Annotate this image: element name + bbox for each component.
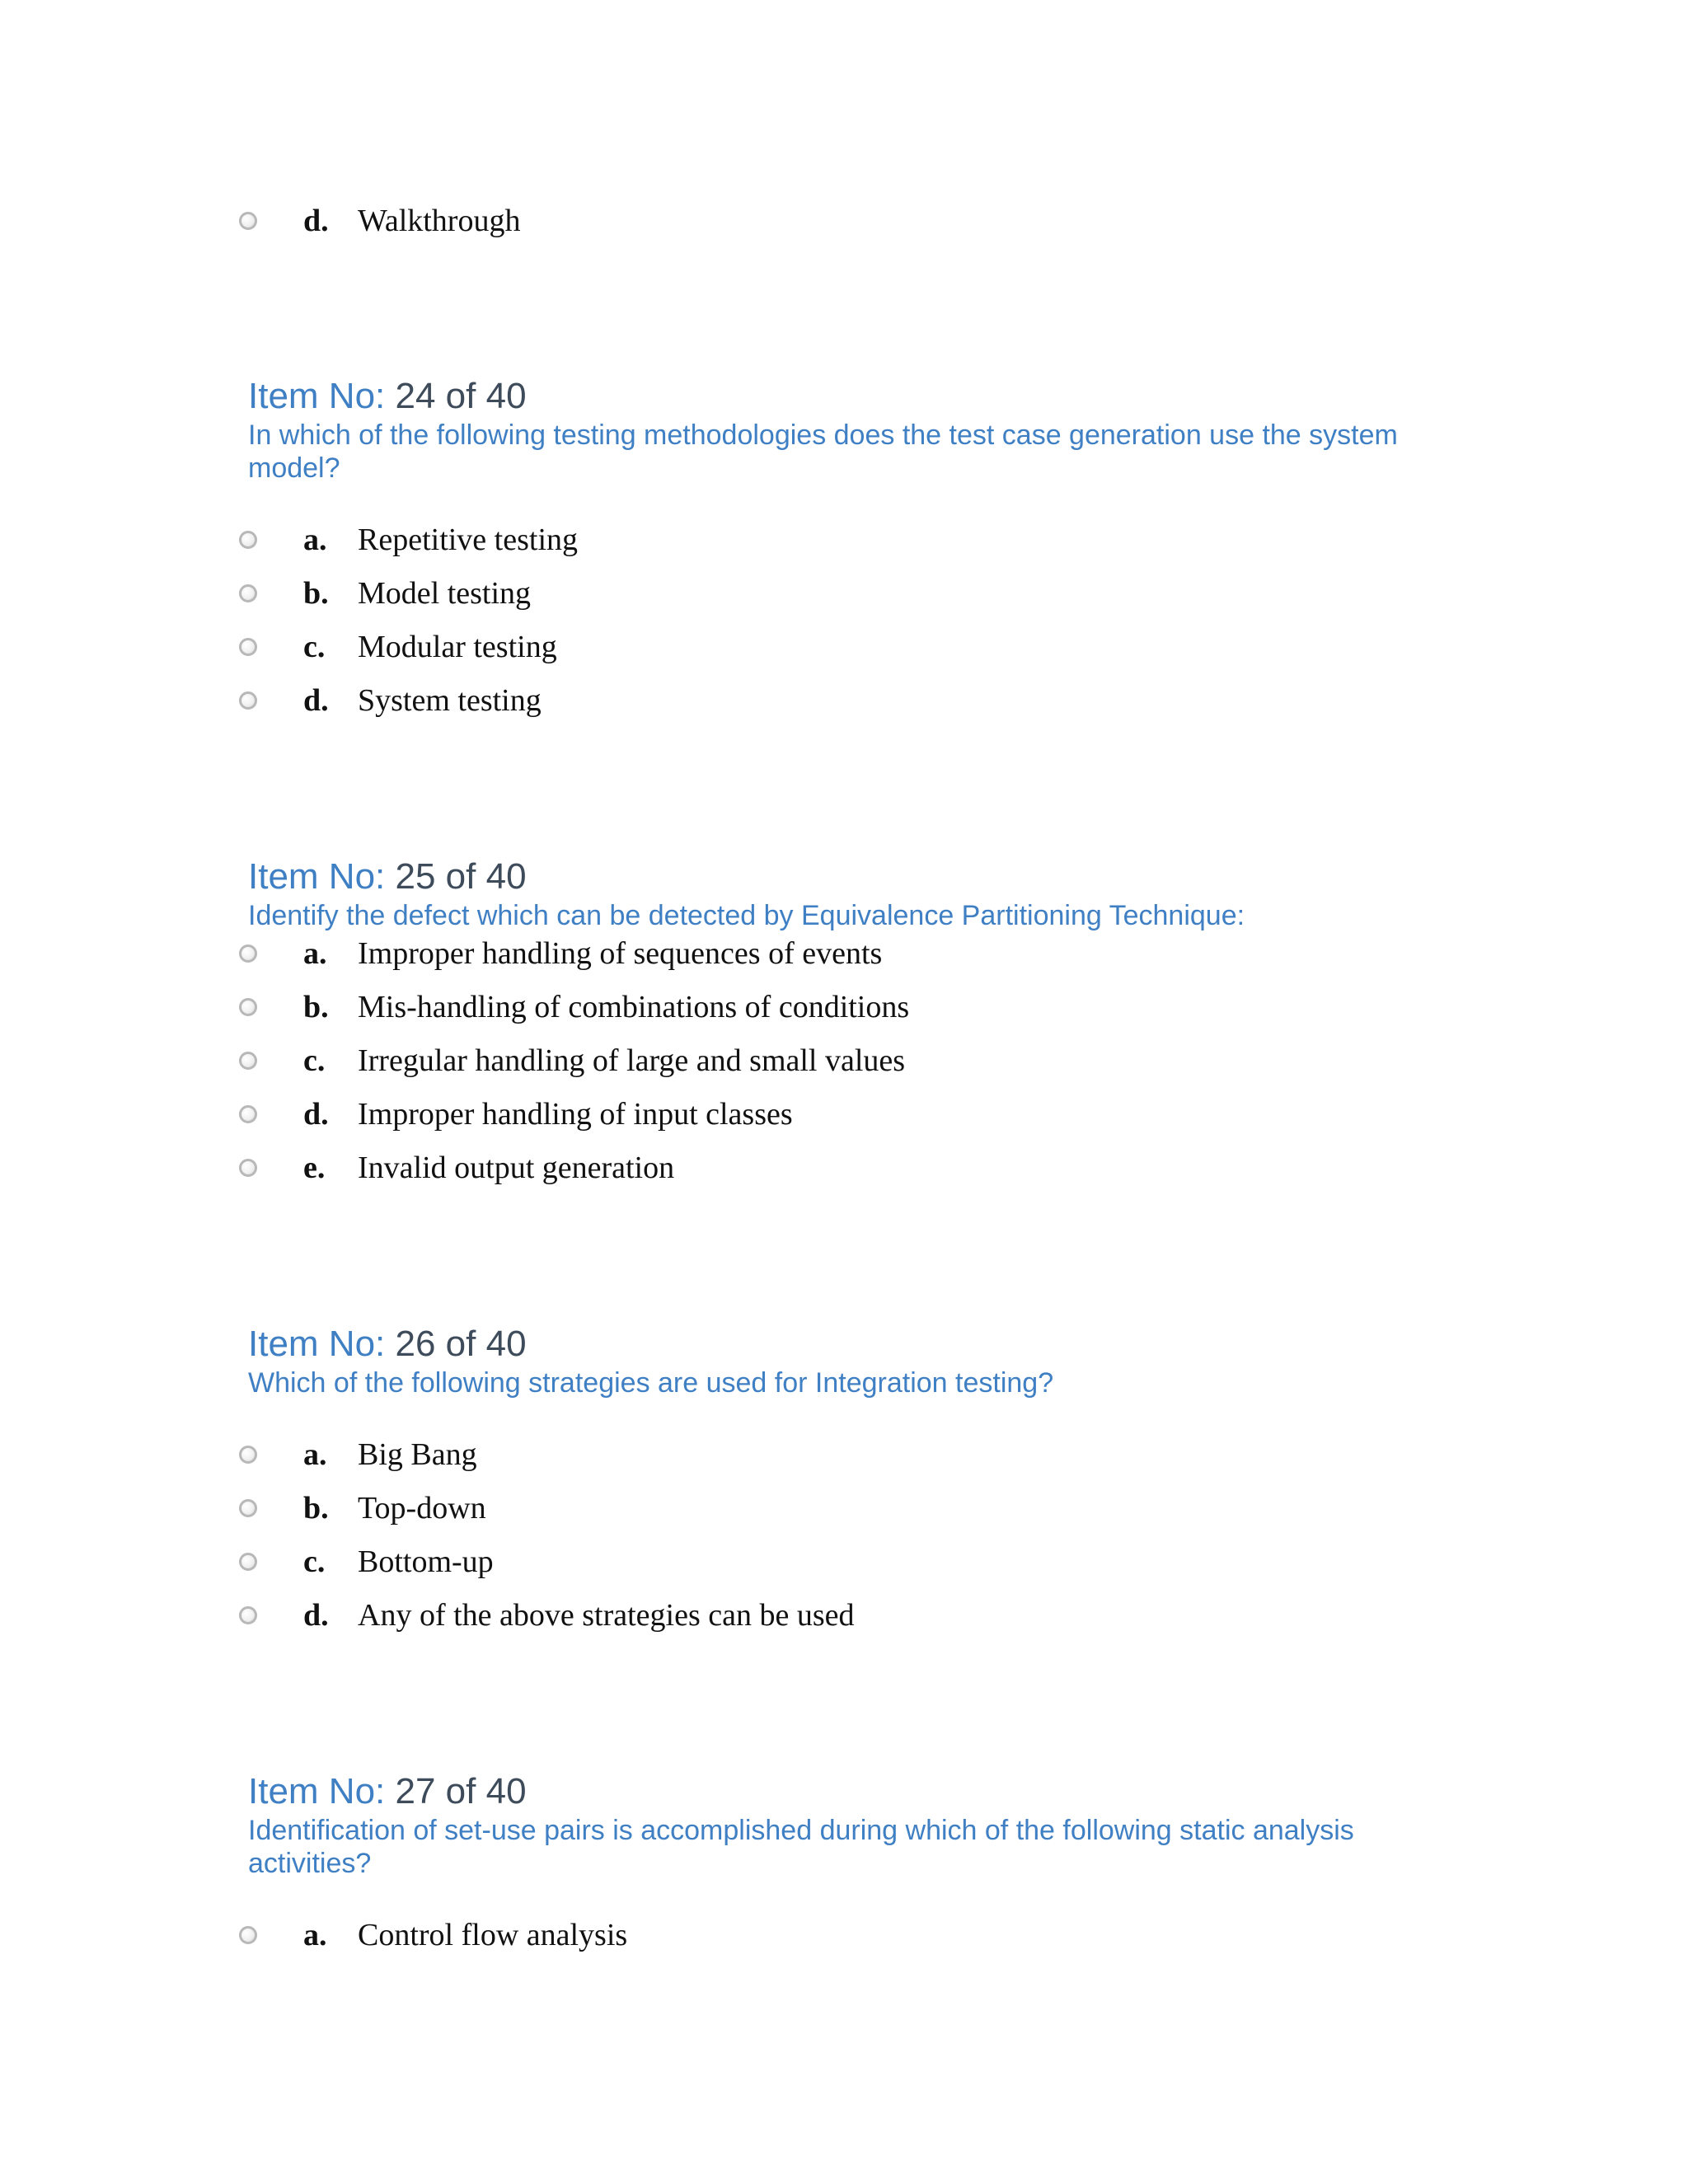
radio-button[interactable] bbox=[239, 1105, 257, 1123]
option-text: Invalid output generation bbox=[358, 1151, 675, 1185]
item-header-24 bbox=[248, 375, 527, 418]
radio-button[interactable] bbox=[239, 691, 257, 710]
option-letter: a. bbox=[303, 1918, 327, 1952]
option-25-b[interactable] bbox=[239, 982, 909, 1032]
option-letter: c. bbox=[303, 1544, 326, 1579]
radio-button[interactable] bbox=[239, 212, 257, 230]
option-letter: b. bbox=[303, 576, 329, 611]
option-letter: d. bbox=[303, 1097, 329, 1132]
option-24-d[interactable] bbox=[239, 676, 542, 725]
option-26-d[interactable] bbox=[239, 1591, 855, 1640]
option-text: Mis-handling of combinations of conditions bbox=[358, 990, 910, 1024]
option-text: Walkthrough bbox=[358, 204, 521, 238]
option-text: Repetitive testing bbox=[358, 523, 579, 557]
radio-button[interactable] bbox=[239, 1499, 257, 1517]
radio-button[interactable] bbox=[239, 1446, 257, 1464]
question-text-27: Identification of set-use pairs is accomplished during which of the following static analysis activities? bbox=[248, 1815, 1354, 1879]
radio-button[interactable] bbox=[239, 1553, 257, 1571]
item-count: 26 of 40 bbox=[395, 1324, 527, 1364]
option-letter: d. bbox=[303, 683, 329, 718]
option-letter: b. bbox=[303, 1491, 329, 1526]
radio-button[interactable] bbox=[239, 584, 257, 602]
option-text: Top-down bbox=[358, 1491, 486, 1526]
item-header-25 bbox=[248, 855, 527, 898]
option-text: Model testing bbox=[358, 576, 532, 611]
option-text: Big Bang bbox=[358, 1437, 477, 1472]
item-label: Item No: bbox=[248, 1771, 386, 1811]
radio-button[interactable] bbox=[239, 1606, 257, 1624]
option-letter: e. bbox=[303, 1151, 326, 1185]
option-26-b[interactable] bbox=[239, 1483, 486, 1533]
question-text-25: Identify the defect which can be detected by Equivalence Partitioning Technique: bbox=[248, 900, 1245, 931]
option-27-a[interactable] bbox=[239, 1910, 627, 1960]
option-26-c[interactable] bbox=[239, 1537, 494, 1586]
option-26-a[interactable] bbox=[239, 1430, 477, 1479]
question-text-24: In which of the following testing methodologies does the test case generation use the system model? bbox=[248, 419, 1398, 484]
option-text: Control flow analysis bbox=[358, 1918, 628, 1952]
item-header-26 bbox=[248, 1323, 527, 1366]
option-text: System testing bbox=[358, 683, 542, 718]
option-25-a[interactable] bbox=[239, 929, 882, 978]
option-letter: a. bbox=[303, 523, 327, 557]
option-25-e[interactable] bbox=[239, 1143, 674, 1193]
item-count: 24 of 40 bbox=[395, 376, 527, 416]
option-letter: b. bbox=[303, 990, 329, 1024]
radio-button[interactable] bbox=[239, 1052, 257, 1070]
item-header-27 bbox=[248, 1770, 527, 1813]
item-count: 27 of 40 bbox=[395, 1771, 527, 1811]
option-letter: d. bbox=[303, 204, 329, 238]
option-letter: d. bbox=[303, 1598, 329, 1633]
item-label: Item No: bbox=[248, 856, 386, 897]
option-text: Irregular handling of large and small values bbox=[358, 1043, 906, 1078]
option-letter: a. bbox=[303, 936, 327, 971]
radio-button[interactable] bbox=[239, 531, 257, 549]
option-prev-d[interactable] bbox=[239, 196, 520, 246]
option-letter: c. bbox=[303, 1043, 326, 1078]
option-letter: a. bbox=[303, 1437, 327, 1472]
radio-button[interactable] bbox=[239, 1159, 257, 1177]
option-text: Any of the above strategies can be used bbox=[358, 1598, 855, 1633]
option-text: Improper handling of sequences of events bbox=[358, 936, 883, 971]
option-25-c[interactable] bbox=[239, 1036, 905, 1085]
radio-button[interactable] bbox=[239, 944, 257, 963]
question-text-26: Which of the following strategies are used for Integration testing? bbox=[248, 1367, 1054, 1399]
option-24-a[interactable] bbox=[239, 515, 578, 565]
option-text: Improper handling of input classes bbox=[358, 1097, 793, 1132]
item-label: Item No: bbox=[248, 1324, 386, 1364]
option-letter: c. bbox=[303, 630, 326, 664]
option-24-c[interactable] bbox=[239, 622, 557, 672]
option-text: Bottom-up bbox=[358, 1544, 494, 1579]
option-24-b[interactable] bbox=[239, 569, 531, 618]
item-label: Item No: bbox=[248, 376, 386, 416]
option-25-d[interactable] bbox=[239, 1090, 793, 1139]
item-count: 25 of 40 bbox=[395, 856, 527, 897]
radio-button[interactable] bbox=[239, 638, 257, 656]
option-text: Modular testing bbox=[358, 630, 557, 664]
radio-button[interactable] bbox=[239, 1926, 257, 1944]
radio-button[interactable] bbox=[239, 998, 257, 1016]
